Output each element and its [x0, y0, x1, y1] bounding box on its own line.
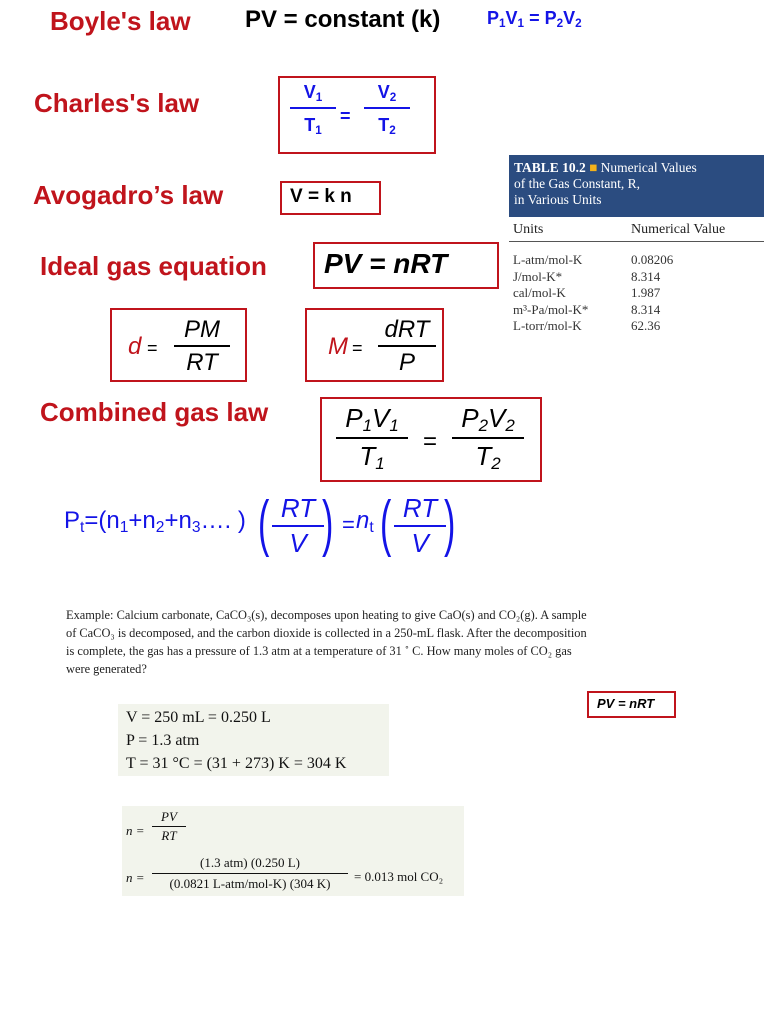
given-volume: V = 250 mL = 0.250 L	[126, 709, 271, 726]
example-problem-text: Example: Calcium carbonate, CaCO₃(s), decomposes upon heating to give CaO(s) and CO₂(g). A sample of CaCO₃ is decomposed, and the carbon dioxide is collected in a 250-mL flask. After the decomposition is complete, the gas has a pressure of 1.3 atm at a temperature of 31 ˚ C. How many moles of CO₂ gas were generated?	[66, 608, 587, 676]
boyles-law-formula: PV = constant (k)	[245, 6, 441, 33]
col-value: Numerical Value	[631, 222, 726, 237]
ideal-gas-formula: PV = nRT	[324, 248, 448, 279]
rt-over-v-fraction-1: RT V	[272, 493, 324, 559]
paren-close-1: )	[322, 489, 334, 558]
example-hint-formula: PV = nRT	[597, 696, 655, 711]
paren-close-2: )	[444, 489, 456, 558]
boyles-law-relation: $P_1V_1 = P_2V_2$	[487, 8, 582, 30]
molar-mass-fraction: dRT P	[378, 316, 436, 377]
given-pressure: P = 1.3 atm	[126, 732, 200, 749]
table-row: cal/mol-K 1.987	[513, 285, 661, 300]
paren-open-1: (	[258, 489, 270, 558]
solution-calculation-fraction: (1.3 atm) (0.250 L) (0.0821 L-atm/mol-K) (304 K)	[152, 855, 348, 892]
boyles-law-label: Boyle's law	[50, 6, 191, 36]
charles-equals: =	[340, 106, 351, 126]
charles-law-label: Charles's law	[34, 88, 200, 118]
solution-n2-label: n =	[126, 870, 145, 885]
combined-fraction-left: $P_1V_1$ $T_1$	[336, 403, 408, 472]
charles-fraction-right: $V_2$ $T_2$	[364, 82, 410, 136]
total-pressure-equals: =	[342, 512, 355, 537]
table-row: L-atm/mol-K 0.08206	[513, 252, 674, 267]
avogadro-formula: V = k n	[290, 186, 352, 207]
table-header-banner	[509, 155, 764, 217]
table-row: m³-Pa/mol-K* 8.314	[513, 301, 661, 317]
table-row: L-torr/mol-K 62.36	[513, 318, 661, 333]
given-values-box	[118, 704, 389, 776]
given-temperature: T = 31 °C = (31 + 273) K = 304 K	[126, 755, 347, 772]
table-title: TABLE 10.2 ■ Numerical Values of the Gas Constant, R, in Various Units	[514, 160, 697, 207]
combined-equals: =	[423, 428, 438, 455]
solution-n-label: n =	[126, 823, 145, 838]
table-row: J/mol-K* 8.314	[513, 268, 661, 284]
paren-open-2: (	[380, 489, 392, 558]
molar-mass-equals: =	[352, 338, 363, 358]
solution-box	[122, 806, 464, 896]
table-header-row	[509, 219, 764, 242]
gas-constant-table	[509, 219, 764, 335]
solution-result: = 0.013 mol CO₂	[354, 869, 444, 884]
density-equals: =	[147, 338, 158, 358]
avogadro-law-label: Avogadro’s law	[33, 180, 224, 210]
combined-gas-label: Combined gas law	[40, 397, 269, 427]
solution-pv-over-rt: PV RT	[152, 809, 186, 844]
molar-mass-lhs: M	[328, 333, 348, 360]
combined-fraction-right: $P_2V_2$ $T_2$	[452, 403, 524, 472]
charles-fraction-left: $V_1$ $T_1$	[290, 82, 336, 136]
density-lhs: d	[128, 333, 142, 360]
total-pressure-sum: $P_t=(n_1+n_2+n_3\dots$. )	[64, 507, 246, 536]
rt-over-v-fraction-2: RT V	[394, 493, 446, 559]
total-moles: $n_t$	[356, 507, 374, 536]
ideal-gas-label: Ideal gas equation	[40, 251, 267, 281]
density-fraction: PM RT	[174, 316, 230, 377]
col-units: Units	[513, 222, 544, 237]
